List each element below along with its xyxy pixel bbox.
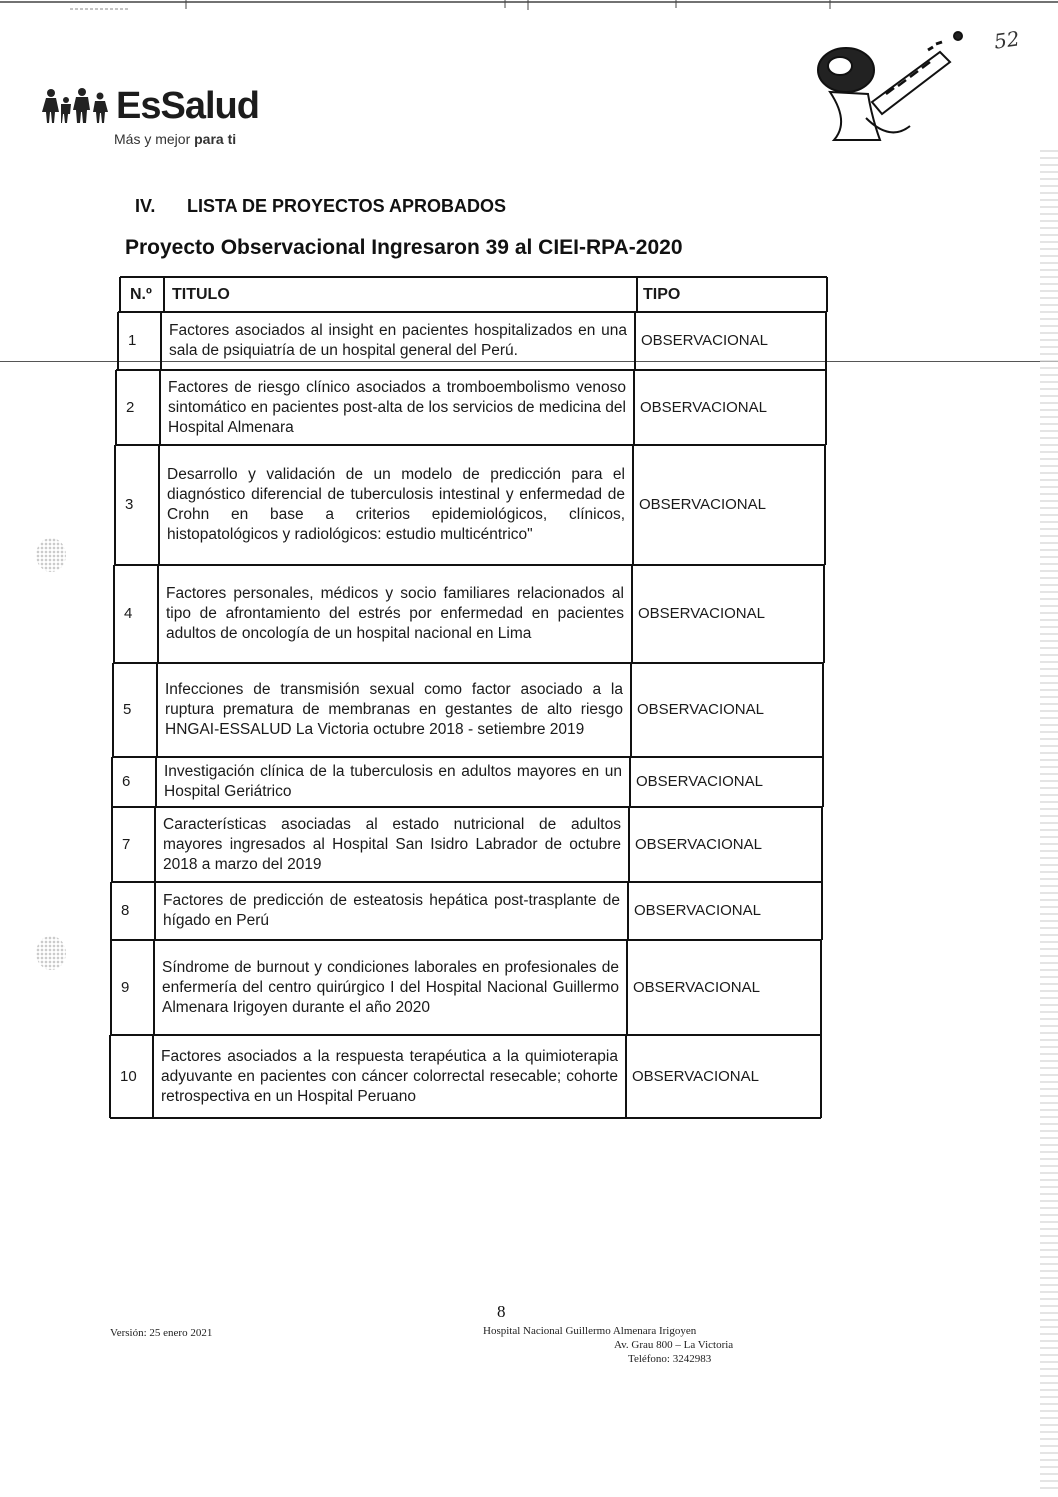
row-type: OBSERVACIONAL: [634, 902, 761, 919]
row-title-text: Desarrollo y validación de un modelo de predicción para el diagnóstico diferencial de tuberculosis intestinal y enfermedad de Crohn en base a criterios epidemiológicos, clínicos, histopatológicos y radiológicos: estudio multicéntrico": [167, 466, 625, 543]
row-number: 10: [120, 1067, 137, 1085]
row-title-text: Factores de riesgo clínico asociados a tromboembolismo venoso sintomático en pacientes post-alta de los servicios de medicina del Hospital Almenara: [168, 378, 626, 436]
footer-address: Av. Grau 800 – La Victoria: [614, 1339, 734, 1351]
page-number: 8: [497, 1302, 506, 1321]
row-title: [159, 445, 633, 565]
row-number: 8: [121, 902, 130, 919]
row-title-text: Factores asociados al insight en pacientes hospitalizados en una sala de psiquiatría de un hospital general del Perú.: [169, 322, 627, 359]
row-number: 4: [124, 605, 133, 622]
row-title: [155, 882, 628, 940]
row-number: 7: [122, 835, 131, 853]
brand-tagline: Más y mejor para ti: [114, 131, 237, 147]
footer-phone: Teléfono: 3242983: [628, 1353, 712, 1365]
table-subtitle: Proyecto Observacional Ingresaron 39 al CIEI-RPA-2020: [125, 236, 683, 259]
row-title: [158, 565, 632, 663]
header-type: TIPO: [643, 285, 681, 303]
row-number: 2: [126, 398, 135, 416]
row-title-text: Infecciones de transmisión sexual como factor asociado a la ruptura prematura de membranas en gestantes de alto riesgo HNGAI-ESSALUD La Victoria octubre 2018 - setiembre 2019: [165, 681, 623, 738]
row-title: [157, 663, 631, 757]
row-number: 6: [122, 773, 131, 790]
row-type: OBSERVACIONAL: [638, 605, 765, 622]
row-type: OBSERVACIONAL: [640, 398, 767, 416]
row-number: 9: [121, 978, 130, 996]
header-number: N.º: [130, 285, 152, 303]
row-type: OBSERVACIONAL: [639, 496, 766, 513]
row-title-text: Características asociadas al estado nutricional de adultos mayores ingresados al Hospital San Isidro Labrador de octubre 2018 a marzo del 2019: [163, 815, 621, 873]
row-number: 3: [125, 496, 134, 513]
row-type: OBSERVACIONAL: [636, 773, 763, 790]
row-type: OBSERVACIONAL: [633, 978, 760, 996]
row-number: 1: [128, 332, 137, 349]
row-type: OBSERVACIONAL: [632, 1067, 759, 1085]
brand-name: EsSalud: [116, 85, 259, 127]
footer-version: Versión: 25 enero 2021: [110, 1327, 213, 1339]
section-title: LISTA DE PROYECTOS APROBADOS: [187, 196, 507, 216]
row-title: [161, 312, 635, 370]
row-type: OBSERVACIONAL: [637, 701, 764, 718]
row-title: [156, 757, 630, 807]
row-type: OBSERVACIONAL: [641, 332, 768, 349]
row-title-text: Factores personales, médicos y socio familiares relacionados al tipo de afrontamiento del estrés por enfermedad en pacientes adultos de oncología de un hospital nacional en Lima: [166, 585, 624, 642]
row-title-text: Factores de predicción de esteatosis hepática post-trasplante de hígado en Perú: [163, 892, 620, 929]
header-title: TITULO: [172, 285, 230, 303]
row-title: [154, 940, 627, 1035]
footer-institution: Hospital Nacional Guillermo Almenara Irigoyen: [483, 1325, 697, 1337]
row-title-text: Síndrome de burnout y condiciones laborales en profesionales de enfermería del centro quirúrgico I del Hospital Nacional Guillermo Almenara Irigoyen durante el año 2020: [162, 958, 619, 1016]
row-title: [153, 1035, 626, 1118]
row-number: 5: [123, 701, 132, 718]
section-number: IV.: [135, 196, 156, 216]
row-title-text: Factores asociados a la respuesta terapéutica a la quimioterapia adyuvante en pacientes con cáncer colorrectal resecable; cohorte retrospectiva en un Hospital Peruano: [161, 1047, 618, 1105]
row-title: [155, 807, 629, 882]
row-type: OBSERVACIONAL: [635, 835, 762, 853]
handwritten-page-mark: 52: [992, 26, 1021, 54]
row-title: [160, 370, 634, 445]
row-title-text: Investigación clínica de la tuberculosis en adultos mayores en un Hospital Geriátrico: [164, 763, 622, 800]
